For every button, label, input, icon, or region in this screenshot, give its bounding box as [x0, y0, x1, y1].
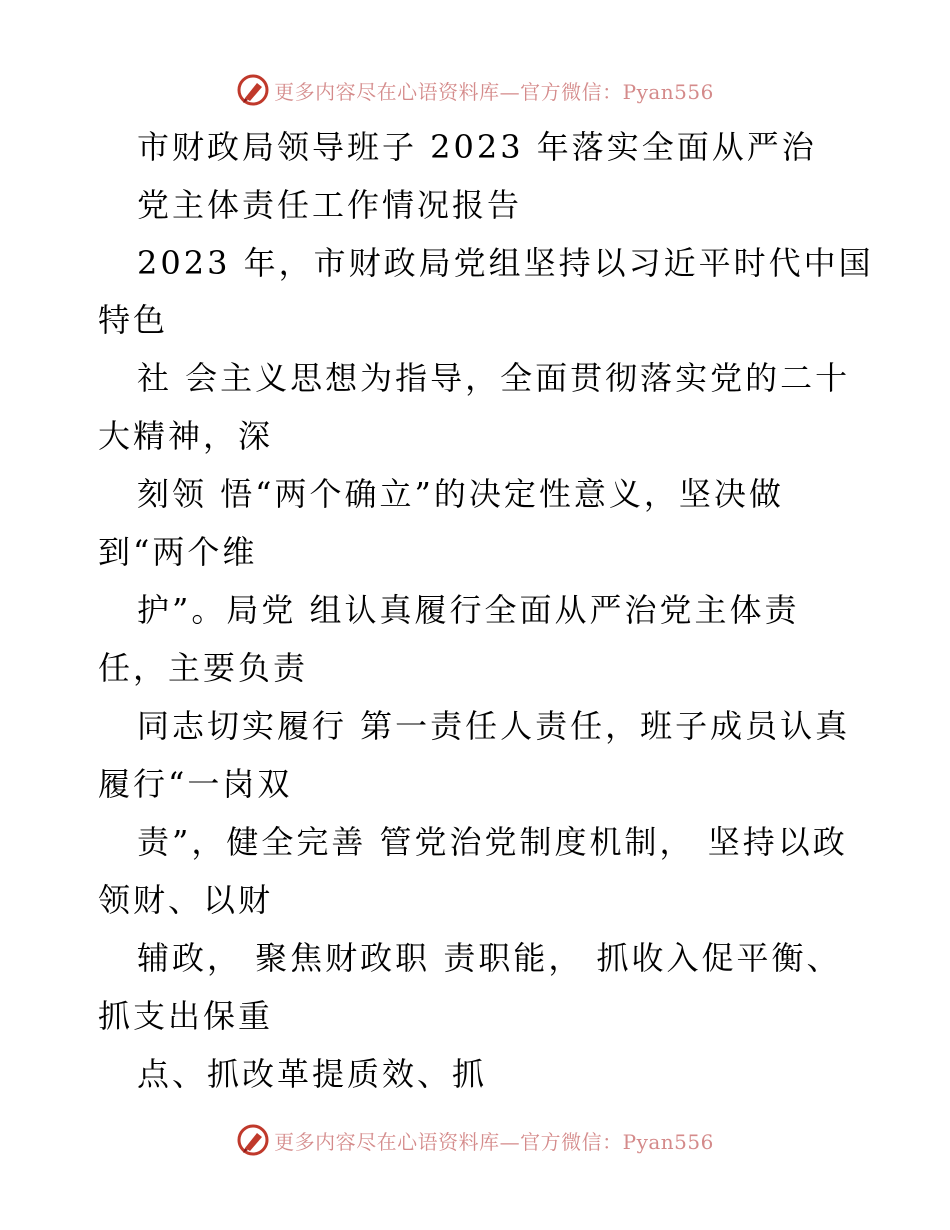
footer-banner	[0, 1120, 950, 1160]
body-line: 护”。局党 组认真履行全面从严治党主体责	[137, 591, 800, 629]
title-line-2: 党主体责任工作情况报告	[137, 186, 523, 224]
body-line: 社 会主义思想为指导，全面贯彻落实党的二十	[137, 359, 851, 397]
banner-text: 更多内容尽在心语资料库—官方微信：Pyan556	[274, 79, 714, 104]
body-line: 2023 年，市财政局党组坚持以习近平时代中国	[137, 244, 874, 282]
body-line: 刻领 悟“两个确立”的决定性意义，坚决做	[137, 475, 784, 513]
body-line: 辅政， 聚焦财政职 责职能， 抓收入促平衡、	[137, 939, 842, 977]
body-line: 到“两个维	[98, 533, 258, 571]
body-line: 同志切实履行 第一责任人责任，班子成员认真	[137, 707, 851, 745]
pen-logo-icon	[236, 1123, 270, 1157]
body-line: 任，主要负责	[98, 649, 309, 687]
banner-text: 更多内容尽在心语资料库—官方微信：Pyan556	[274, 1129, 714, 1154]
body-line: 点、抓改革提质效、抓	[137, 1055, 488, 1093]
header-banner	[0, 70, 950, 110]
body-line: 责”，健全完善 管党治党制度机制， 坚持以政	[137, 823, 848, 861]
body-line: 抓支出保重	[98, 997, 274, 1035]
body-line: 特色	[98, 301, 169, 339]
body-line: 领财、以财	[98, 881, 274, 919]
body-line: 履行“一岗双	[98, 765, 293, 803]
body-line: 大精神，深	[98, 417, 274, 455]
pen-logo-icon	[236, 73, 270, 107]
title-line-1: 市财政局领导班子 2023 年落实全面从严治	[137, 128, 817, 166]
